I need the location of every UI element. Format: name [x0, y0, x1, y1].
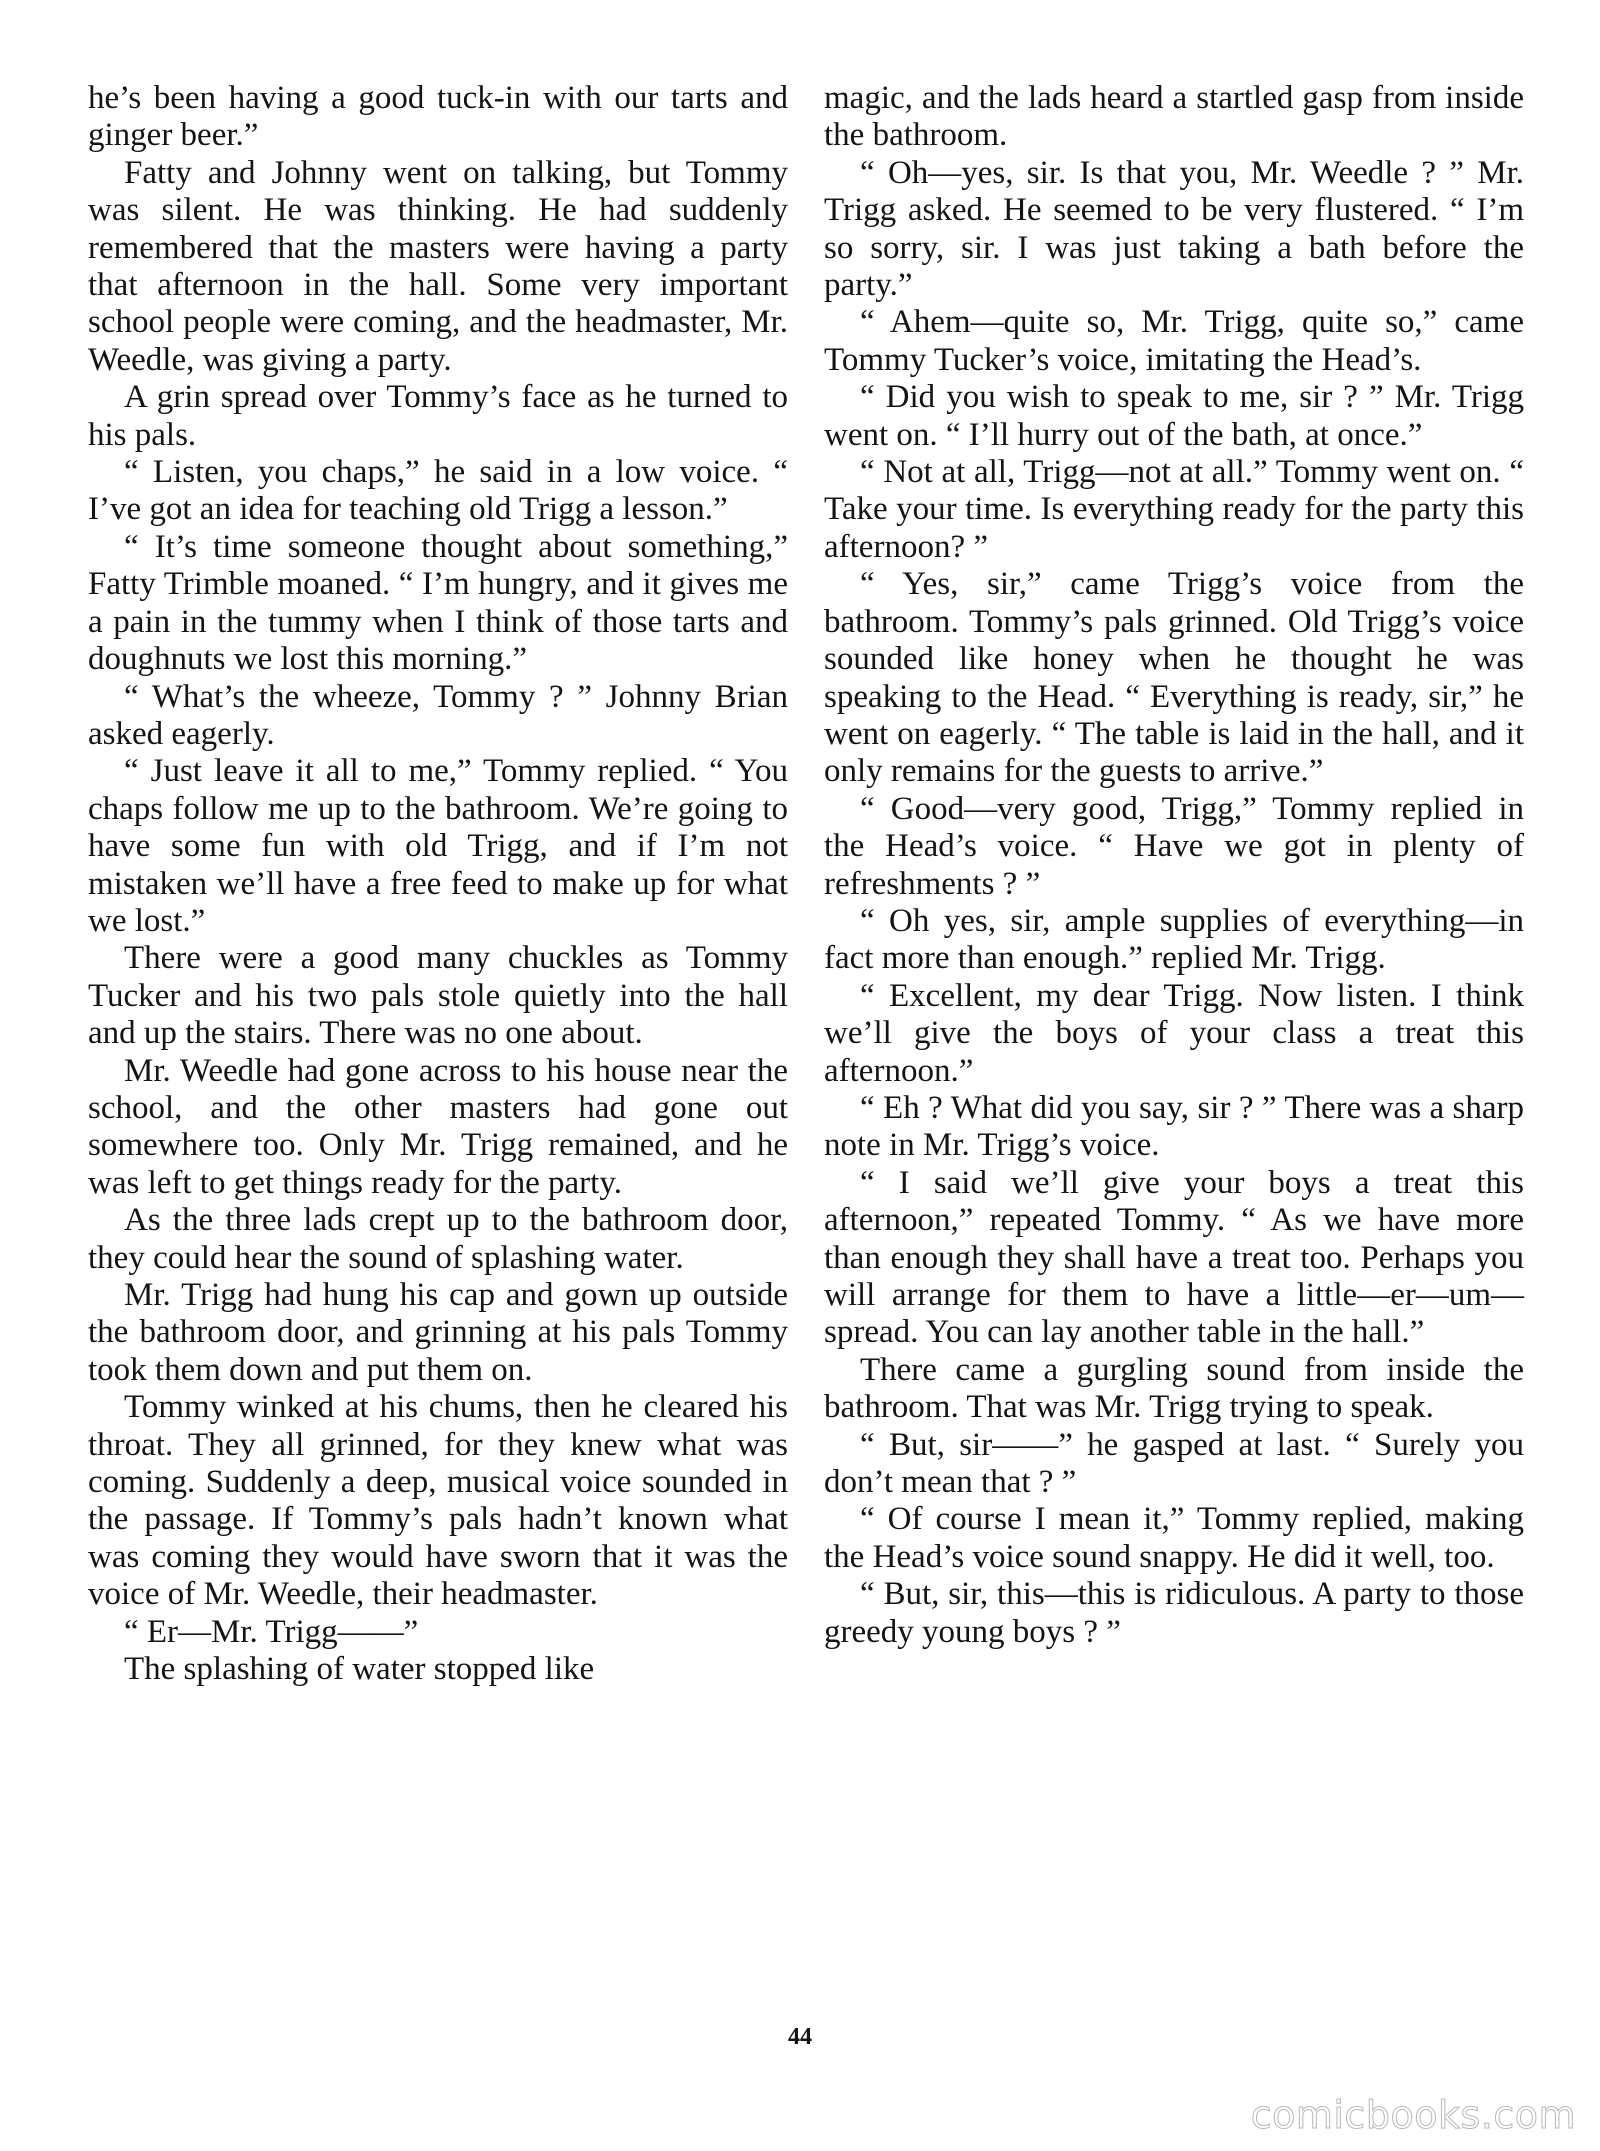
paragraph: Fatty and Johnny went on talking, but Tommy was silent. He was thinking. He had suddenly remembered that the masters were having a party that afternoon in the hall. Some very important school people were coming, and the headmaster, Mr. Weedle, was giving a party.: [88, 154, 788, 378]
paragraph: There came a gurgling sound from inside the bathroom. That was Mr. Trigg trying to speak.: [824, 1351, 1524, 1426]
paragraph: The splashing of water stopped like: [124, 1651, 595, 1688]
paragraph: “ Excellent, my dear Trigg. Now listen. I think we’ll give the boys of your class a treat this afternoon.”: [824, 977, 1524, 1089]
paragraph: “ Of course I mean it,” Tommy replied, making the Head’s voice sound snappy. He did it well, too.: [824, 1501, 1524, 1575]
right-column: [824, 80, 1524, 1651]
paragraph: There were a good many chuckles as Tommy Tucker and his two pals stole quietly into the hall and up the stairs. There was no one about.: [88, 940, 788, 1052]
left-column: [88, 80, 788, 1688]
paragraph: “ Just leave it all to me,” Tommy replied. “ You chaps follow me up to the bathroom. We’re going to have some fun with old Trigg, and if I’m not mistaken we’ll have a free feed to make up for what we lost.”: [88, 753, 788, 939]
paragraph: As the three lads crept up to the bathroom door, they could hear the sound of splashing water.: [88, 1202, 788, 1276]
paragraph: “ Ahem—quite so, Mr. Trigg, quite so,” came Tommy Tucker’s voice, imitating the Head’s.: [824, 304, 1524, 378]
paragraph: “ What’s the wheeze, Tommy ? ” Johnny Brian asked eagerly.: [88, 678, 788, 752]
paragraph: Tommy winked at his chums, then he cleared his throat. They all grinned, for they knew what was coming. Suddenly a deep, musical voice sounded in the passage. If Tommy’s pals hadn’t known what was coming they would have sworn that it was the voice of Mr. Weedle, their headmaster.: [88, 1389, 788, 1613]
paragraph: “ Eh ? What did you say, sir ? ” There was a sharp note in Mr. Trigg’s voice.: [824, 1089, 1524, 1164]
paragraph: “ Not at all, Trigg—not at all.” Tommy went on. “ Take your time. Is everything ready for the party this afternoon? ”: [824, 454, 1524, 565]
paragraph: “ Yes, sir,” came Trigg’s voice from the bathroom. Tommy’s pals grinned. Old Trigg’s voice sounded like honey when he thought he was speaking to the Head. “ Everything is ready, sir,” he went on eagerly. “ The table is laid in the hall, and it only remains for the guests to arrive.”: [824, 566, 1524, 790]
paragraph: he’s been having a good tuck-in with our tarts and ginger beer.”: [88, 80, 788, 154]
paragraph: “ But, sir, this—this is ridiculous. A party to those greedy young boys ? ”: [824, 1576, 1524, 1650]
paragraph: “ Oh yes, sir, ample supplies of everything—in fact more than enough.” replied Mr. Trigg.: [824, 902, 1524, 977]
paragraph: Mr. Weedle had gone across to his house near the school, and the other masters had gone out somewhere too. Only Mr. Trigg remained, and he was left to get things ready for the party.: [88, 1052, 788, 1201]
paragraph: “ Good—very good, Trigg,” Tommy replied in the Head’s voice. “ Have we got in plenty of refreshments ? ”: [824, 790, 1524, 902]
paragraph: “ Er—Mr. Trigg——”: [124, 1613, 419, 1650]
paragraph: “ But, sir——” he gasped at last. “ Surely you don’t mean that ? ”: [824, 1426, 1524, 1501]
paragraph: magic, and the lads heard a startled gasp from inside the bathroom.: [824, 80, 1524, 154]
paragraph: “ Listen, you chaps,” he said in a low voice. “ I’ve got an idea for teaching old Trigg a lesson.”: [88, 454, 788, 528]
paragraph: “ Did you wish to speak to me, sir ? ” Mr. Trigg went on. “ I’ll hurry out of the bath, at once.”: [824, 379, 1524, 453]
watermark: comicbooks.com: [1250, 2093, 1576, 2137]
paragraph: Mr. Trigg had hung his cap and gown up outside the bathroom door, and grinning at his pals Tommy took them down and put them on.: [88, 1277, 788, 1388]
page-number: 44: [788, 2024, 812, 2050]
paragraph: “ It’s time someone thought about something,” Fatty Trimble moaned. “ I’m hungry, and it gives me a pain in the tummy when I think of those tarts and doughnuts we lost this morning.”: [88, 528, 788, 678]
paragraph: “ Oh—yes, sir. Is that you, Mr. Weedle ? ” Mr. Trigg asked. He seemed to be very flustered. “ I’m so sorry, sir. I was just taking a bath before the party.”: [824, 154, 1524, 304]
paragraph: A grin spread over Tommy’s face as he turned to his pals.: [88, 379, 788, 453]
paragraph: “ I said we’ll give your boys a treat this afternoon,” repeated Tommy. “ As we have more than enough they shall have a treat too. Perhaps you will arrange for them to have a little—er—um—spread. You can lay another table in the hall.”: [824, 1164, 1524, 1351]
